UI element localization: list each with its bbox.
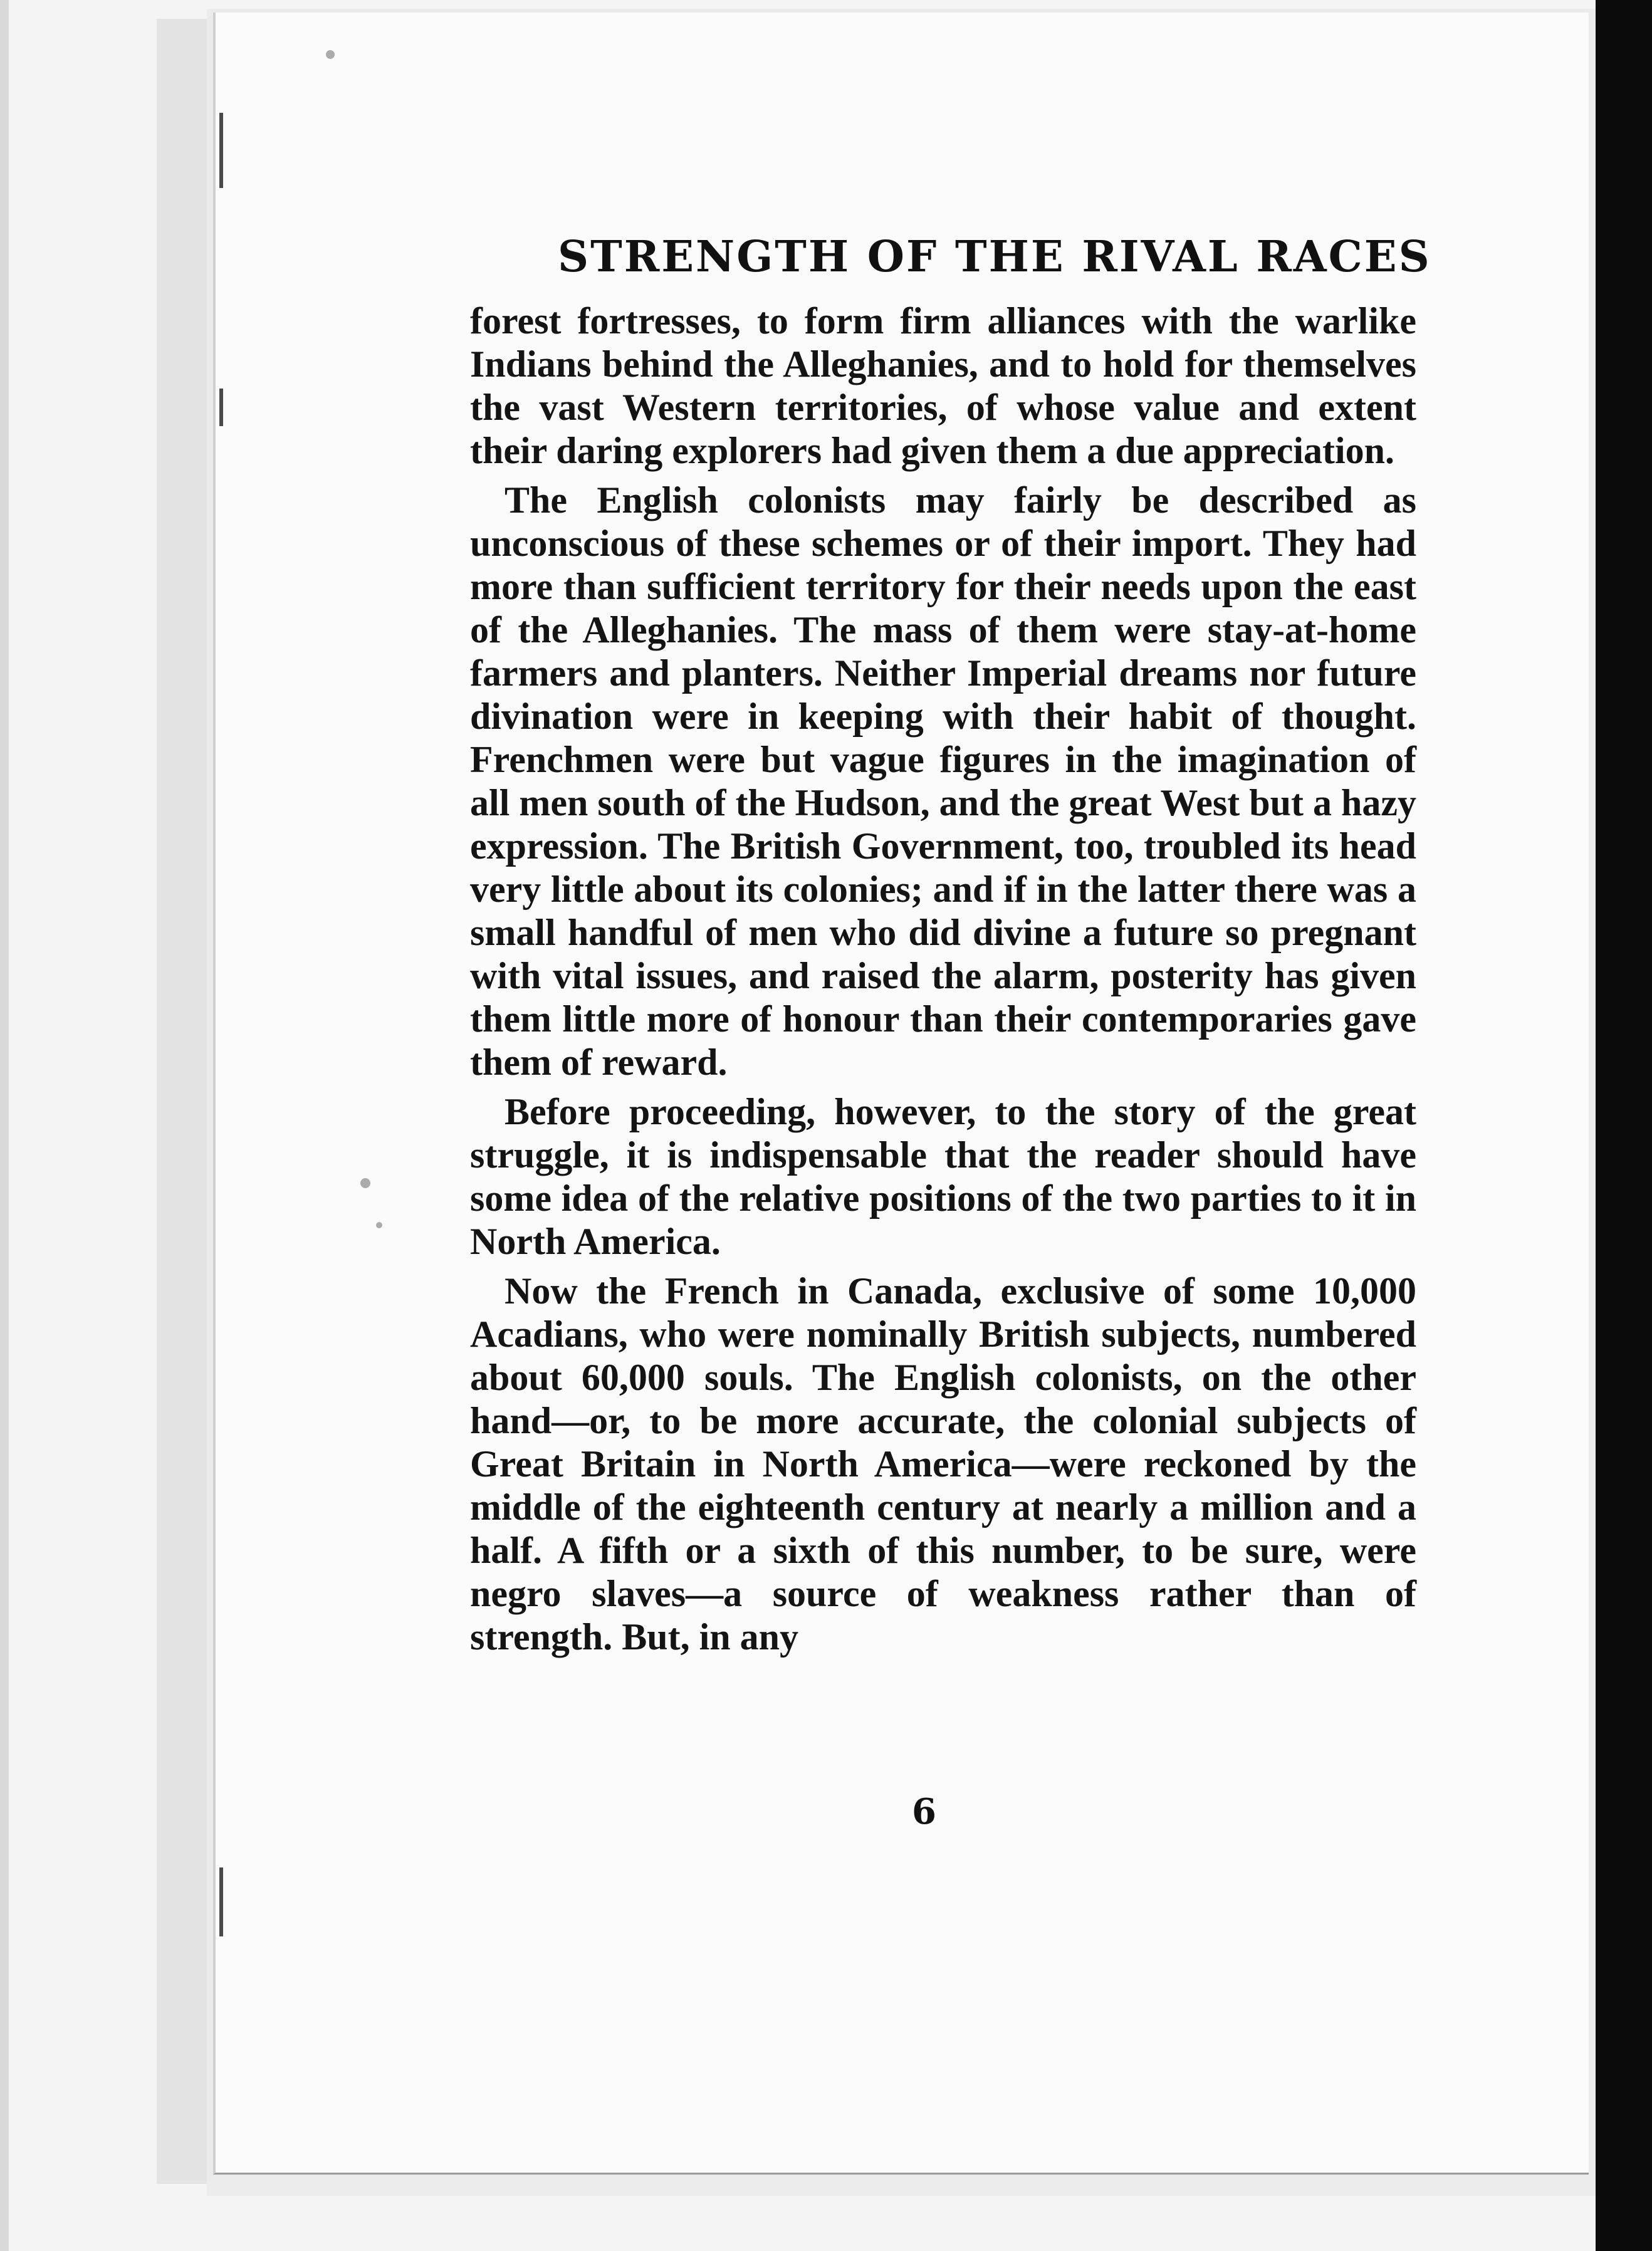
binding-mark — [219, 113, 223, 188]
running-head: STRENGTH OF THE RIVAL RACES — [558, 232, 1431, 282]
page-number: 6 — [912, 1791, 936, 1832]
binding-mark — [219, 1867, 223, 1936]
scan-frame-left — [0, 0, 9, 2251]
paragraph-1: forest fortresses, to form firm alliances with the warlike Indians behind the Alleghanies, and to hold for themselves the vast Western territories, of whose value and extent their daring explorers had given them a due appreciation. — [470, 300, 1416, 471]
paragraph-3: Before proceeding, however, to the story of the great struggle, it is indispensable that the reader should have some idea of the relative positions of the two parties to it in North America. — [470, 1091, 1416, 1262]
binding-mark — [219, 389, 223, 426]
scan-speck — [376, 1222, 382, 1228]
scan-frame-right — [1596, 0, 1652, 2251]
paragraph-4: Now the French in Canada, exclusive of some 10,000 Acadians, who were nominally British subjects, numbered about 60,000 souls. The English colonists, on the other hand—or, to be more accurate, the colonial subjects of Great Britain in North America—were reckoned by the middle of the eighteenth century at nearly a million and a half. A fifth or a sixth of this number, to be sure, were negro slaves—a source of weakness rather than of strength. But, in any — [470, 1270, 1416, 1658]
body-text — [470, 300, 1416, 1665]
paragraph-2: The English colonists may fairly be described as unconscious of these schemes or of their import. They had more than sufficient territory for their needs upon the east of the Alleghanies. The mass of them were stay-at-home farmers and planters. Neither Imperial dreams nor future divination were in keeping with their habit of thought. Frenchmen were but vague figures in the imagination of all men south of the Hudson, and the great West but a hazy expression. The British Government, too, troubled its head very little about its colonies; and if in the latter there was a small handful of men who did divine a future so pregnant with vital issues, and raised the alarm, posterity has given them little more of honour than their contemporaries gave them of reward. — [470, 479, 1416, 1083]
scan-speck — [360, 1178, 370, 1188]
scan-speck — [326, 50, 335, 59]
